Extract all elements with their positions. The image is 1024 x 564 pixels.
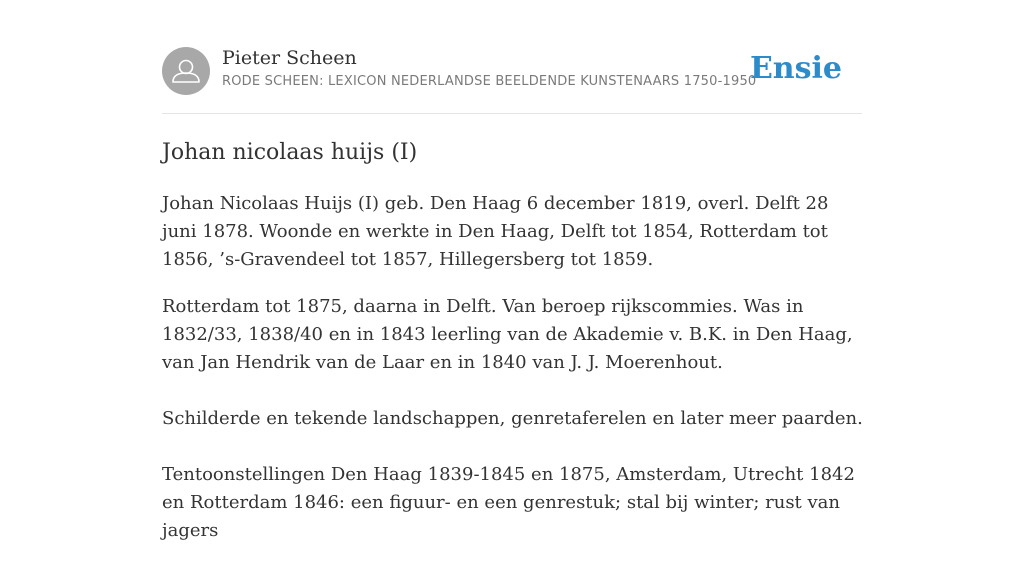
paragraph-4: Tentoonstellingen Den Haag 1839-1845 en 1875, Amsterdam, Utrecht 1842 en Rotterdam 1846: een figuur- en een genrestuk; stal bij winter; rust van jagers (162, 464, 855, 541)
paragraph-spacer (162, 433, 867, 461)
ensie-logo[interactable]: Ensie (749, 51, 842, 86)
paragraph-1: Johan Nicolaas Huijs (I) geb. Den Haag 6 december 1819, overl. Delft 28 juni 1878. Woonde en werkte in Den Haag, Delft tot 1854, Rotterdam tot 1856, ’s-Gravendeel tot 1857, Hillegersberg tot 1859. (162, 193, 829, 270)
divider (162, 113, 862, 114)
paragraph-2: Rotterdam tot 1875, daarna in Delft. Van beroep rijkscommies. Was in 1832/33, 1838/40 en in 1843 leerling van de Akademie v. B.K. in Den Haag, van Jan Hendrik van de Laar en in 1840 van J. J. Moerenhout. (162, 296, 853, 373)
avatar[interactable] (162, 47, 210, 95)
page-title: Johan nicolaas huijs (I) (162, 140, 418, 165)
paragraph-3: Schilderde en tekende landschappen, genretaferelen en later meer paarden. (162, 408, 863, 429)
source-label[interactable]: RODE SCHEEN: LEXICON NEDERLANDSE BEELDENDE KUNSTENAARS 1750-1950 (222, 74, 757, 89)
paragraph-spacer (162, 377, 867, 405)
article-header (162, 46, 862, 96)
article-body (162, 190, 867, 564)
author-name[interactable]: Pieter Scheen (222, 47, 357, 69)
user-icon (162, 47, 210, 95)
